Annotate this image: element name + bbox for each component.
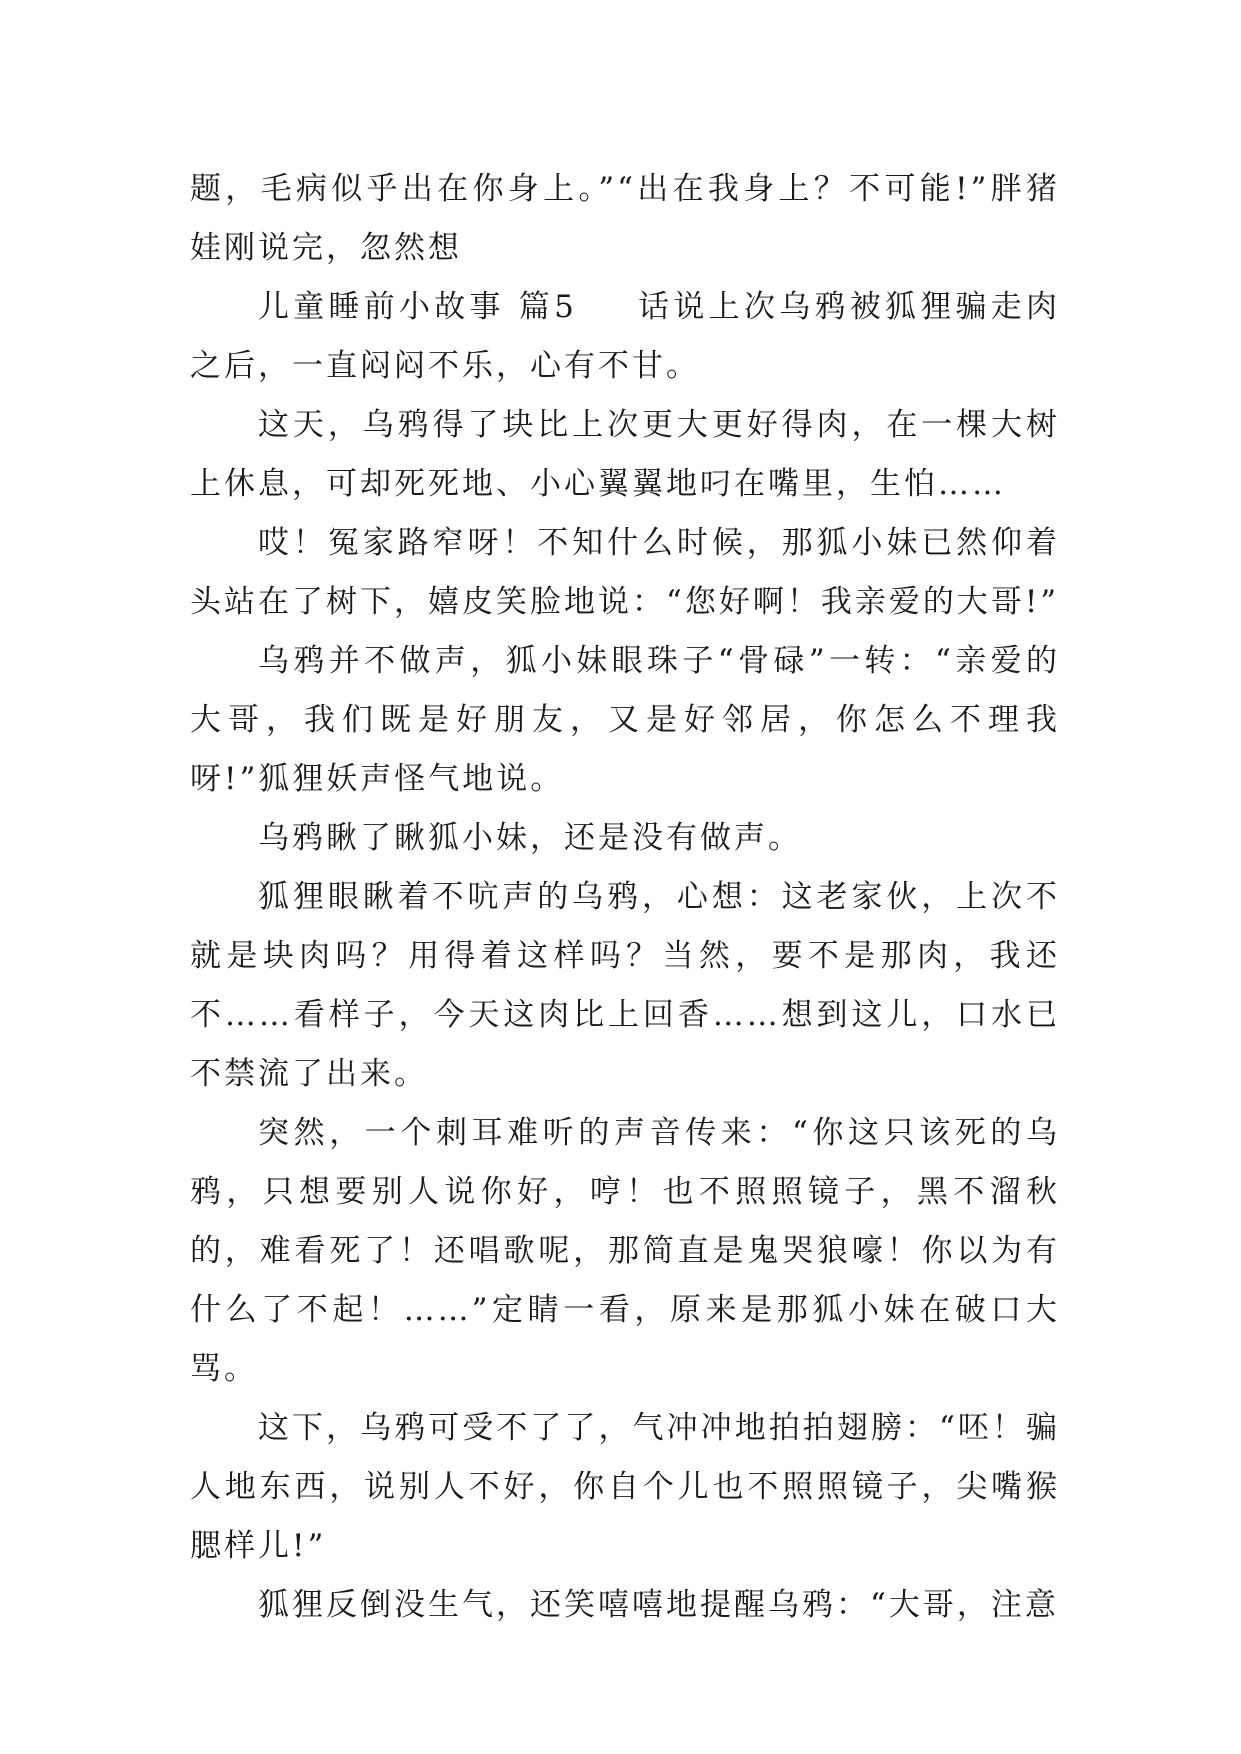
paragraph: 乌鸦并不做声，狐小妹眼珠子“骨碌”一转：“亲爱的大哥，我们既是好朋友，又是好邻居，你怎么不理我呀!”狐狸妖声怪气地说。 — [190, 643, 1060, 797]
section-heading: 儿童睡前小故事 篇5 — [258, 289, 577, 325]
paragraph: 狐狸眼瞅着不吭声的乌鸦，心想：这老家伙，上次不就是块肉吗？用得着这样吗？当然，要不是那肉，我还不……看样子，今天这肉比上回香……想到这儿，口水已不禁流了出来。 — [190, 879, 1060, 1092]
paragraph: 突然，一个刺耳难听的声音传来：“你这只该死的乌鸦，只想要别人说你好，哼！也不照照镜子，黑不溜秋的，难看死了！还唱歌呢，那简直是鬼哭狼嚎！你以为有什么了不起！……”定睛一看，原来是那狐小妹在破口大骂。 — [190, 1115, 1060, 1387]
paragraph: 这下，乌鸦可受不了了，气冲冲地拍拍翅膀：“呸！骗人地东西，说别人不好，你自个儿也不照照镜子，尖嘴猴腮样儿!” — [190, 1410, 1060, 1564]
paragraph: 这天，乌鸦得了块比上次更大更好得肉，在一棵大树上休息，可却死死地、小心翼翼地叼在嘴里，生怕…… — [190, 407, 1060, 502]
paragraph-text: 话说上次乌鸦被狐狸骗走肉之后，一直闷闷不乐，心有不甘。 — [190, 289, 1061, 384]
paragraph: 狐狸反倒没生气，还笑嘻嘻地提醒乌鸦：“大哥，注意 — [258, 1587, 1059, 1623]
document-body — [190, 160, 1060, 1635]
paragraph: 乌鸦瞅了瞅狐小妹，还是没有做声。 — [258, 820, 802, 856]
paragraph-continuation: 题，毛病似乎出在你身上。”“出在我身上？不可能!”胖猪娃刚说完，忽然想 — [190, 171, 1060, 266]
paragraph: 哎！冤家路窄呀！不知什么时候，那狐小妹已然仰着头站在了树下，嬉皮笑脸地说：“您好啊！我亲爱的大哥!” — [190, 525, 1060, 620]
paragraph-section-start — [190, 278, 1060, 396]
